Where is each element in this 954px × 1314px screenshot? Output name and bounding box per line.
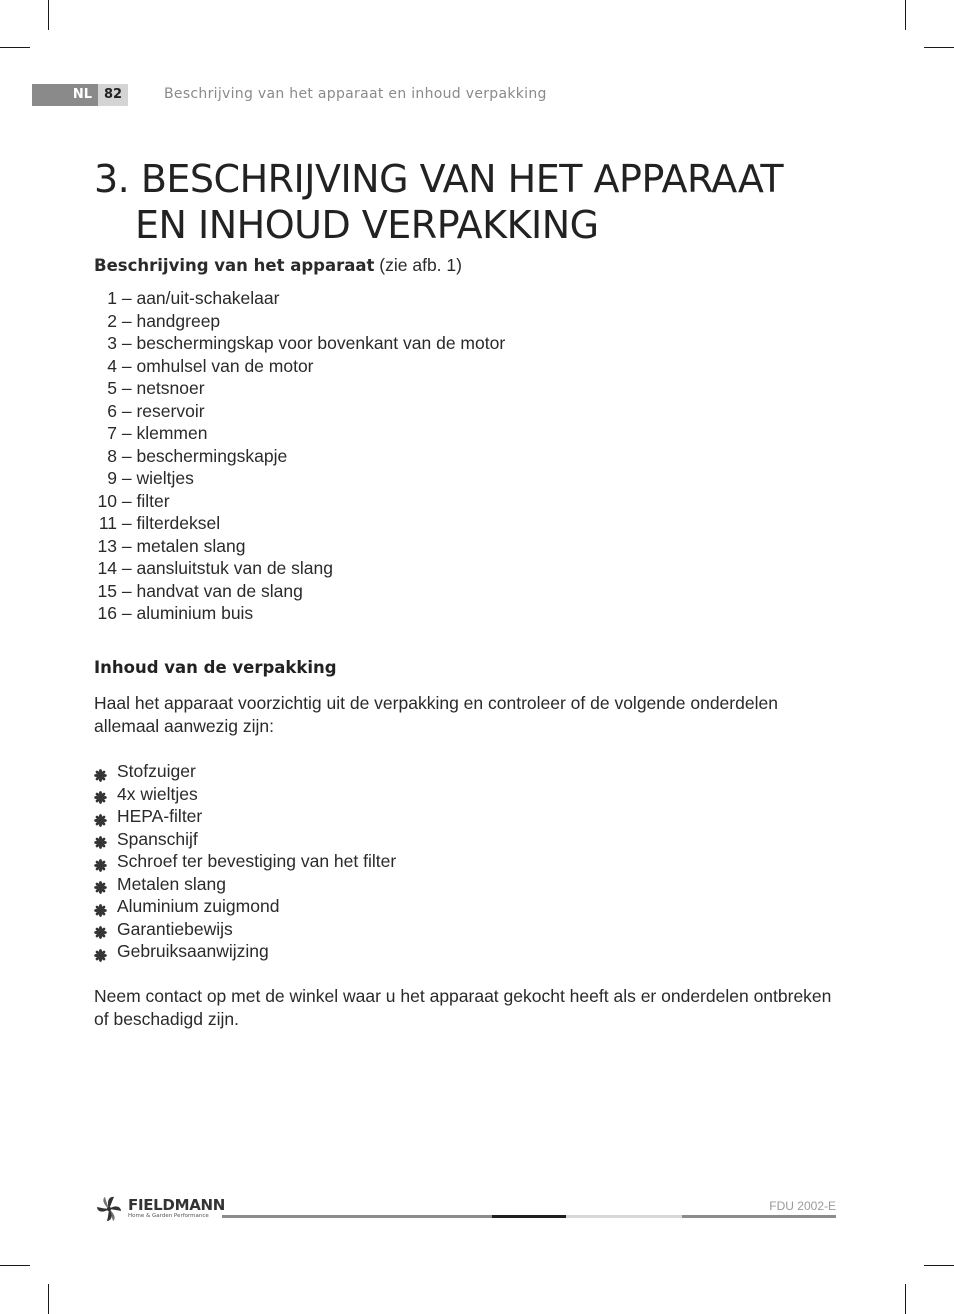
description-heading [94, 254, 462, 278]
contents-item [94, 895, 396, 918]
contents-item [94, 918, 396, 941]
crop-mark [924, 47, 954, 48]
part-label: – netsnoer [121, 378, 205, 398]
footer-bar-segment [492, 1215, 566, 1218]
part-label: – metalen slang [121, 535, 246, 556]
contents-item [94, 940, 396, 963]
part-label: – filter [121, 490, 170, 511]
description-heading-label: Beschrijving van het apparaat [94, 256, 375, 275]
model-number: FDU 2002-E [769, 1199, 836, 1213]
part-label: – beschermingskap voor bovenkant van de motor [121, 333, 506, 353]
contents-item [94, 783, 396, 806]
part-label: – aan/uit-schakelaar [121, 288, 280, 308]
flower-bullet-icon [94, 855, 107, 868]
page-title-line2: EN INHOUD VERPAKKING [135, 203, 599, 247]
contents-item-label: Stofzuiger [117, 761, 196, 781]
part-item [94, 490, 505, 513]
part-number: 4 [107, 355, 117, 376]
part-item [94, 400, 505, 423]
footer-bar-segment [682, 1215, 836, 1218]
crop-mark [924, 1265, 954, 1266]
description-heading-note: (zie afb. 1) [379, 255, 462, 275]
contents-item-label: Metalen slang [117, 873, 226, 894]
contents-item-label: Garantiebewijs [117, 918, 233, 939]
part-item [94, 602, 505, 625]
page-header-tab [32, 84, 130, 106]
footer-bar-segment [566, 1215, 682, 1218]
part-label: – beschermingskapje [121, 445, 288, 466]
part-item [94, 445, 505, 468]
language-label: NL [32, 84, 98, 106]
fan-blades-icon [94, 1194, 124, 1224]
contents-item-label: Gebruiksaanwijzing [117, 941, 269, 961]
part-item [94, 310, 505, 333]
part-number: 13 [97, 535, 117, 556]
contents-item-label: Schroef ter bevestiging van het filter [117, 851, 397, 871]
part-label: – handgreep [121, 310, 221, 331]
parts-list [94, 287, 505, 625]
contents-item [94, 828, 396, 851]
part-label: – aansluitstuk van de slang [121, 558, 333, 578]
contents-item-label: Spanschijf [117, 828, 198, 849]
part-number: 14 [97, 558, 117, 578]
contents-heading: Inhoud van de verpakking [94, 658, 337, 677]
part-label: – klemmen [121, 423, 208, 443]
part-number: 11 [98, 513, 117, 533]
part-item [94, 535, 505, 558]
part-label: – wieltjes [121, 468, 194, 488]
contents-item [94, 760, 396, 783]
part-number: 6 [107, 400, 117, 421]
flower-bullet-icon [94, 922, 107, 935]
footer-bar-segment [222, 1215, 492, 1218]
crop-mark [905, 0, 906, 30]
flower-bullet-icon [94, 900, 107, 913]
brand-name: FIELDMANN [128, 1196, 226, 1214]
contents-outro: Neem contact op met de winkel waar u het apparaat gekocht heeft als er onderdelen ontbreken of beschadigd zijn. [94, 986, 832, 1029]
brand-logo [94, 1194, 224, 1224]
part-item [94, 287, 505, 310]
part-item [94, 467, 505, 490]
crop-mark [48, 1284, 49, 1314]
contents-item [94, 873, 396, 896]
part-number: 3 [107, 333, 117, 353]
flower-bullet-icon [94, 765, 107, 778]
part-item [94, 512, 505, 535]
part-number: 8 [107, 445, 117, 466]
part-number: 10 [97, 490, 117, 511]
brand-tagline: Home & Garden Performance [128, 1213, 209, 1219]
part-label: – filterdeksel [121, 513, 221, 533]
contents-item-label: 4x wieltjes [117, 783, 198, 804]
part-label: – reservoir [121, 400, 205, 421]
part-item [94, 422, 505, 445]
part-label: – aluminium buis [121, 603, 254, 623]
part-label: – omhulsel van de motor [121, 355, 314, 376]
flower-bullet-icon [94, 832, 107, 845]
part-number: 9 [107, 468, 117, 488]
page-number: 82 [98, 84, 128, 106]
contents-list [94, 760, 396, 963]
contents-intro: Haal het apparaat voorzichtig uit de verpakking en controleer of de volgende onderdelen allemaal aanwezig zijn: [94, 693, 778, 736]
crop-mark [0, 47, 30, 48]
flower-bullet-icon [94, 945, 107, 958]
part-number: 15 [97, 580, 117, 601]
part-item [94, 377, 505, 400]
part-number: 1 [107, 288, 117, 308]
flower-bullet-icon [94, 877, 107, 890]
page-title [94, 156, 783, 248]
contents-item [94, 805, 396, 828]
part-number: 7 [107, 423, 117, 443]
crop-mark [905, 1284, 906, 1314]
part-number: 16 [97, 603, 117, 623]
contents-item-label: HEPA-filter [117, 806, 203, 826]
part-label: – handvat van de slang [121, 580, 303, 601]
part-number: 2 [107, 310, 117, 331]
part-number: 5 [107, 378, 117, 398]
contents-item [94, 850, 396, 873]
part-item [94, 580, 505, 603]
running-title: Beschrijving van het apparaat en inhoud verpakking [164, 86, 547, 102]
part-item [94, 355, 505, 378]
flower-bullet-icon [94, 810, 107, 823]
crop-mark [0, 1265, 30, 1266]
page-title-line1: 3. BESCHRIJVING VAN HET APPARAAT [94, 157, 784, 201]
crop-mark [48, 0, 49, 30]
part-item [94, 332, 505, 355]
flower-bullet-icon [94, 787, 107, 800]
contents-item-label: Aluminium zuigmond [117, 896, 280, 916]
part-item [94, 557, 505, 580]
